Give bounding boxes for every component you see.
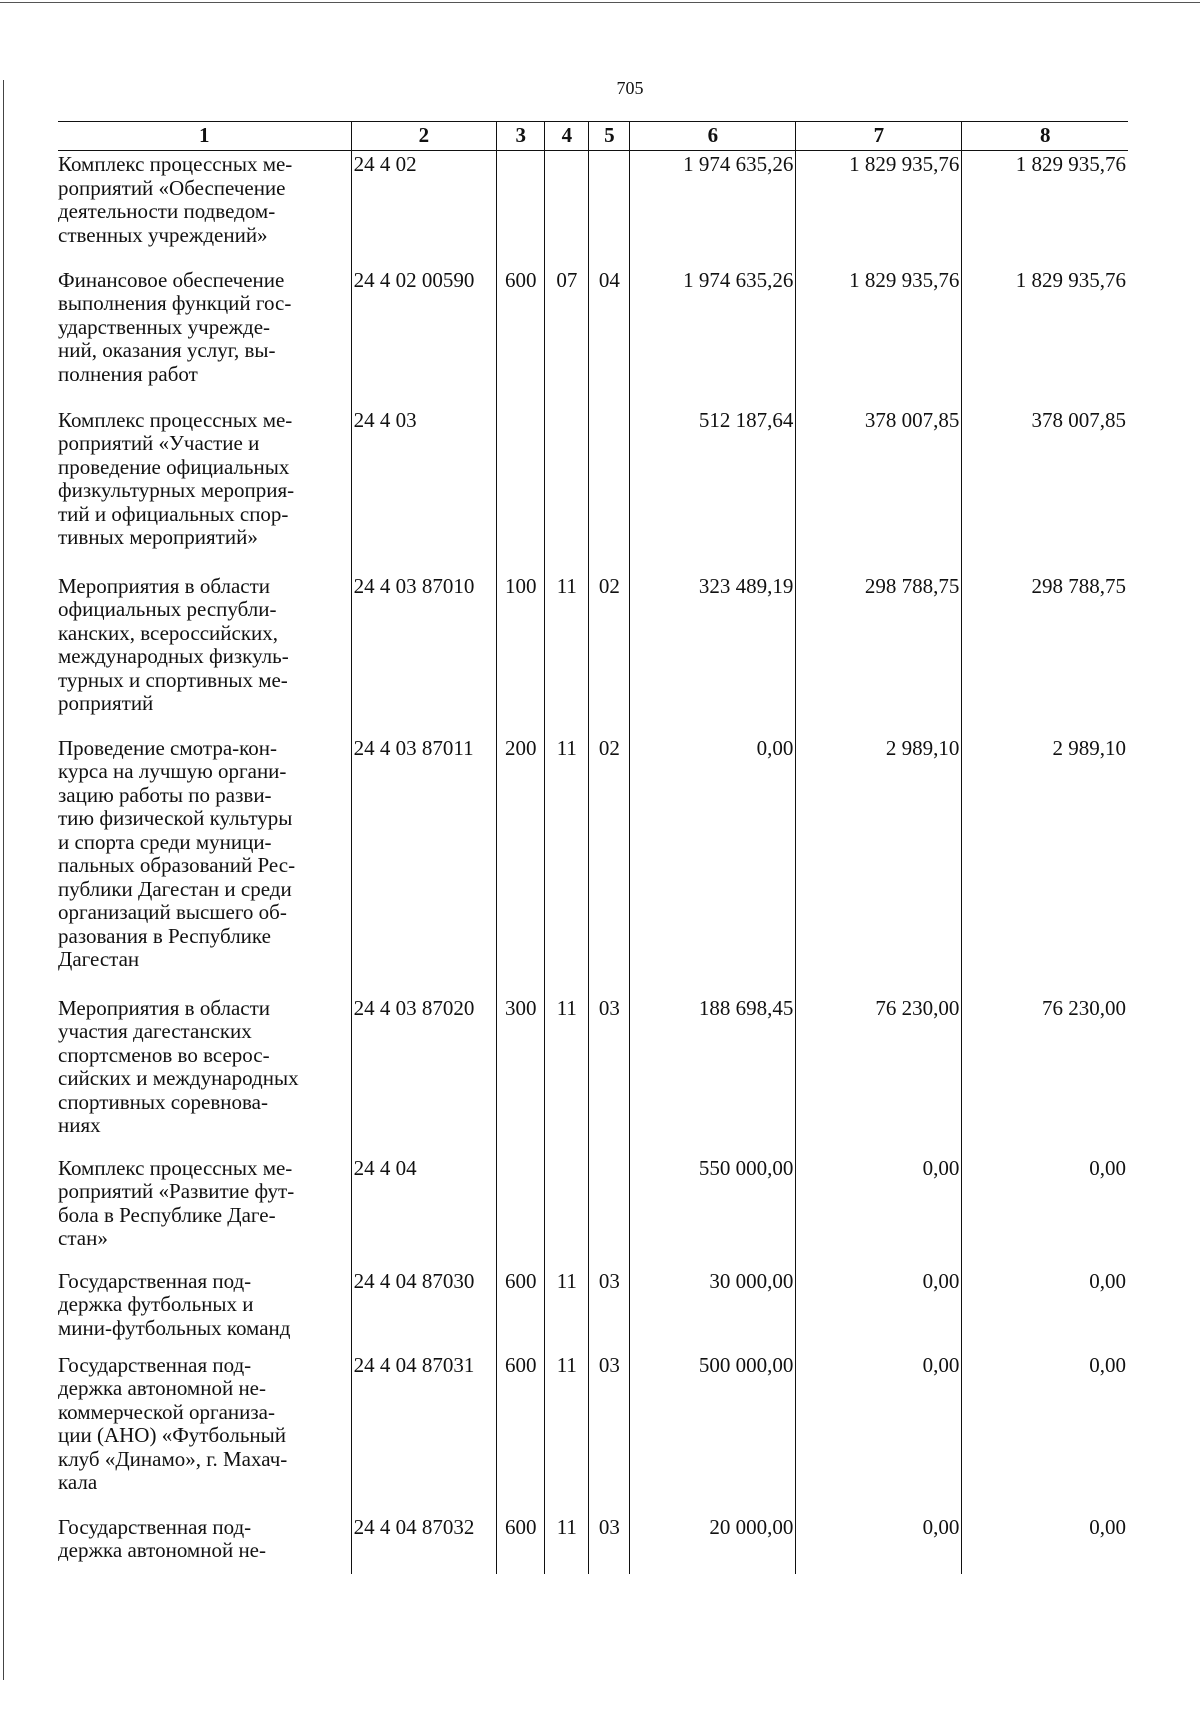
row-sum-1: 512 187,64 xyxy=(630,407,796,573)
row-sum-1: 20 000,00 xyxy=(630,1514,796,1574)
page-number: 705 xyxy=(616,78,644,98)
row-sum-3: 76 230,00 xyxy=(962,995,1128,1155)
row-vr: 600 xyxy=(497,1514,545,1574)
row-code: 24 4 04 87032 xyxy=(351,1514,497,1574)
header-col-1: 1 xyxy=(58,122,351,151)
row-code: 24 4 03 87010 xyxy=(351,573,497,735)
row-name: Мероприятия в области участия дагестанских спортсменов во всерос- сийских и международных спортивных соревнова- ниях xyxy=(58,995,299,1138)
header-col-4: 4 xyxy=(545,122,589,151)
row-code: 24 4 03 87020 xyxy=(351,995,497,1155)
header-col-8: 8 xyxy=(962,122,1128,151)
row-pr: 03 xyxy=(589,1514,630,1574)
header-col-3: 3 xyxy=(497,122,545,151)
row-vr: 600 xyxy=(497,267,545,407)
table-row xyxy=(58,151,1128,267)
scan-edge-left xyxy=(3,80,4,1680)
header-col-2: 2 xyxy=(351,122,497,151)
row-name: Комплекс процессных ме- роприятий «Развитие фут- бола в Республике Даге- стан» xyxy=(58,1155,295,1251)
row-sum-3: 0,00 xyxy=(962,1268,1128,1352)
row-name: Проведение смотра-кон- курса на лучшую органи- зацию работы по разви- тию физической культуры и спорта среди муници- пальных образований Рес- публики Дагестан и среди организаций высшего об- разования в Республике Дагестан xyxy=(58,735,296,972)
row-pr xyxy=(589,407,630,573)
row-pr: 03 xyxy=(589,1352,630,1514)
row-name: Мероприятия в области официальных республи- канских, всероссийских, международных физкуль- турных и спортивных ме- роприятий xyxy=(58,573,289,716)
row-sum-3: 1 829 935,76 xyxy=(962,151,1128,267)
row-code: 24 4 04 87031 xyxy=(351,1352,497,1514)
row-pr xyxy=(589,1155,630,1268)
row-name: Государственная под- держка футбольных и мини-футбольных команд xyxy=(58,1268,291,1340)
row-sum-2: 0,00 xyxy=(796,1352,962,1514)
row-rz: 11 xyxy=(545,573,589,735)
table-row xyxy=(58,1268,1128,1352)
table-row xyxy=(58,407,1128,573)
row-code: 24 4 03 xyxy=(351,407,497,573)
table-row xyxy=(58,995,1128,1155)
table-row xyxy=(58,267,1128,407)
row-rz: 11 xyxy=(545,1268,589,1352)
row-sum-2: 1 829 935,76 xyxy=(796,267,962,407)
row-rz: 11 xyxy=(545,735,589,995)
row-name: Финансовое обеспечение выполнения функций гос- ударственных учрежде- ний, оказания услуг, вы- полнения работ xyxy=(58,267,292,386)
row-sum-2: 0,00 xyxy=(796,1155,962,1268)
row-code: 24 4 02 00590 xyxy=(351,267,497,407)
row-vr: 300 xyxy=(497,995,545,1155)
row-code: 24 4 04 xyxy=(351,1155,497,1268)
row-vr xyxy=(497,151,545,267)
row-vr xyxy=(497,407,545,573)
row-vr xyxy=(497,1155,545,1268)
table-row xyxy=(58,1352,1128,1514)
row-rz: 11 xyxy=(545,1514,589,1574)
row-pr: 04 xyxy=(589,267,630,407)
table-row xyxy=(58,735,1128,995)
row-pr xyxy=(589,151,630,267)
row-sum-1: 1 974 635,26 xyxy=(630,267,796,407)
row-rz xyxy=(545,1155,589,1268)
row-name: Государственная под- держка автономной не- коммерческой организа- ции (АНО) «Футбольный клуб «Динамо», г. Махач- кала xyxy=(58,1352,288,1495)
row-sum-3: 0,00 xyxy=(962,1514,1128,1574)
row-sum-2: 2 989,10 xyxy=(796,735,962,995)
row-sum-1: 30 000,00 xyxy=(630,1268,796,1352)
row-sum-3: 0,00 xyxy=(962,1155,1128,1268)
row-name: Комплекс процессных ме- роприятий «Участие и проведение официальных физкультурных мероприя- тий и официальных спор- тивных мероприятий» xyxy=(58,407,295,550)
row-vr: 600 xyxy=(497,1268,545,1352)
row-vr: 100 xyxy=(497,573,545,735)
row-vr: 600 xyxy=(497,1352,545,1514)
row-sum-3: 378 007,85 xyxy=(962,407,1128,573)
row-sum-1: 500 000,00 xyxy=(630,1352,796,1514)
row-sum-2: 0,00 xyxy=(796,1268,962,1352)
row-code: 24 4 04 87030 xyxy=(351,1268,497,1352)
row-pr: 03 xyxy=(589,1268,630,1352)
header-col-7: 7 xyxy=(796,122,962,151)
row-sum-1: 0,00 xyxy=(630,735,796,995)
row-sum-1: 550 000,00 xyxy=(630,1155,796,1268)
row-rz: 11 xyxy=(545,1352,589,1514)
header-col-5: 5 xyxy=(589,122,630,151)
row-vr: 200 xyxy=(497,735,545,995)
row-sum-1: 323 489,19 xyxy=(630,573,796,735)
row-name: Комплекс процессных ме- роприятий «Обеспечение деятельности подведом- ственных учреждений» xyxy=(58,152,293,247)
row-pr: 02 xyxy=(589,573,630,735)
row-pr: 03 xyxy=(589,995,630,1155)
row-code: 24 4 02 xyxy=(351,151,497,267)
row-sum-2: 378 007,85 xyxy=(796,407,962,573)
row-sum-3: 2 989,10 xyxy=(962,735,1128,995)
row-sum-3: 1 829 935,76 xyxy=(962,267,1128,407)
row-rz xyxy=(545,151,589,267)
row-name: Государственная под- держка автономной не- xyxy=(58,1514,266,1563)
row-sum-3: 298 788,75 xyxy=(962,573,1128,735)
row-rz: 07 xyxy=(545,267,589,407)
table-row xyxy=(58,1155,1128,1268)
row-sum-2: 0,00 xyxy=(796,1514,962,1574)
row-sum-1: 1 974 635,26 xyxy=(630,151,796,267)
budget-table xyxy=(58,121,1128,1574)
table-row xyxy=(58,573,1128,735)
table-row xyxy=(58,1514,1128,1574)
row-sum-1: 188 698,45 xyxy=(630,995,796,1155)
row-sum-2: 1 829 935,76 xyxy=(796,151,962,267)
row-sum-3: 0,00 xyxy=(962,1352,1128,1514)
scan-edge-top xyxy=(0,2,1200,3)
header-row xyxy=(58,122,1128,151)
row-sum-2: 298 788,75 xyxy=(796,573,962,735)
row-sum-2: 76 230,00 xyxy=(796,995,962,1155)
header-col-6: 6 xyxy=(630,122,796,151)
row-code: 24 4 03 87011 xyxy=(351,735,497,995)
row-rz xyxy=(545,407,589,573)
row-pr: 02 xyxy=(589,735,630,995)
row-rz: 11 xyxy=(545,995,589,1155)
